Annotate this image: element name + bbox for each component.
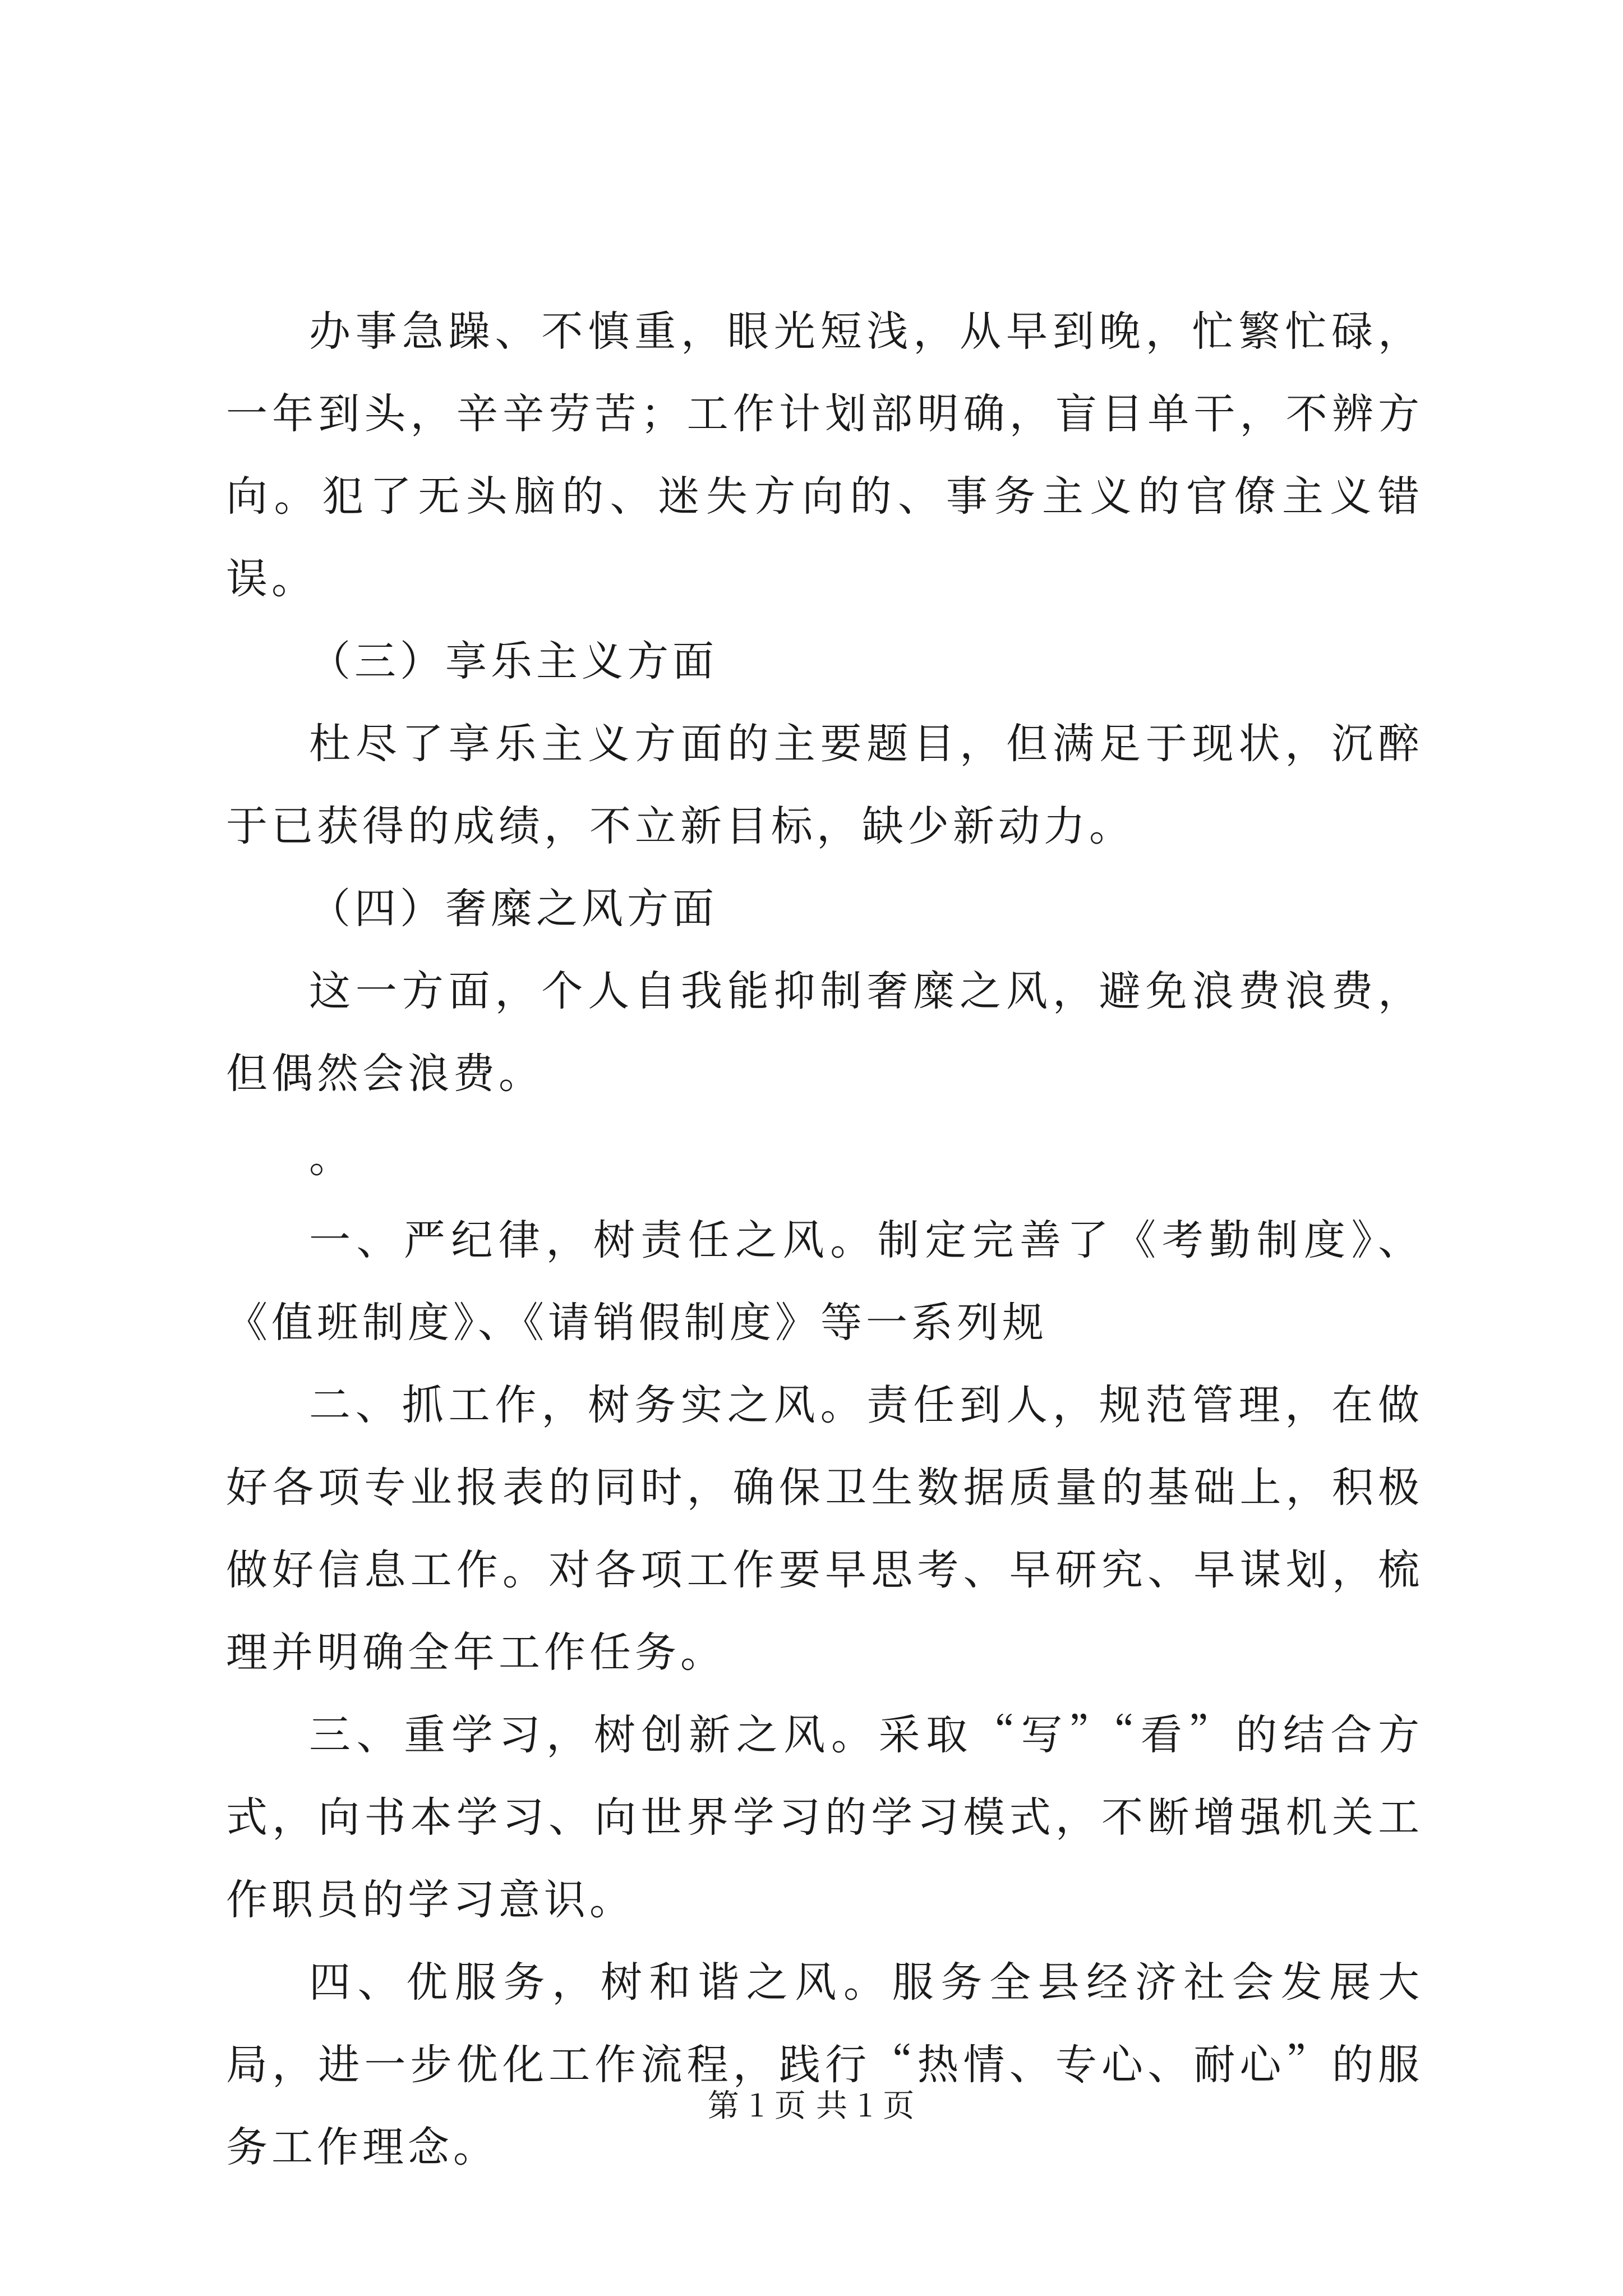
heading-hedonism: （三）享乐主义方面 [309, 628, 718, 688]
paragraph-service: 四、优服务，树和谐之风。服务全县经济社会发展大局，进一步优化工作流程，践行“热情、专心、耐心”的服务工作理念。 [226, 1949, 1423, 2174]
paragraph-discipline: 一、严纪律，树责任之风。制定完善了《考勤制度》、《值班制度》、《请销假制度》等一系列规 [226, 1207, 1423, 1349]
paragraph-work: 二、抓工作，树务实之风。责任到人，规范管理，在做好各项专业报表的同时，确保卫生数据质量的基础上，积极做好信息工作。对各项工作要早思考、早研究、早谋划，梳理并明确全年工作任务。 [226, 1372, 1423, 1679]
document-body [226, 287, 1423, 2185]
paragraph-hedonism: 杜尽了享乐主义方面的主要题目，但满足于现状，沉醉于已获得的成绩，不立新目标，缺少新动力。 [226, 711, 1423, 853]
paragraph-period: 。 [309, 1125, 354, 1184]
paragraph-learning: 三、重学习，树创新之风。采取“写”“看”的结合方式，向书本学习、向世界学习的学习模式，不断增强机关工作职员的学习意识。 [226, 1702, 1423, 1926]
paragraph-bureaucratism-errors: 办事急躁、不慎重，眼光短浅，从早到晚，忙繁忙碌，一年到头，辛辛劳苦；工作计划部明确，盲目单干，不辨方向。犯了无头脑的、迷失方向的、事务主义的官僚主义错误。 [226, 298, 1423, 605]
heading-extravagance: （四）奢糜之风方面 [309, 876, 718, 935]
page-number-footer: 第 1 页 共 1 页 [707, 2081, 916, 2126]
paragraph-extravagance: 这一方面，个人自我能抑制奢糜之风，避免浪费浪费，但偶然会浪费。 [226, 958, 1423, 1100]
